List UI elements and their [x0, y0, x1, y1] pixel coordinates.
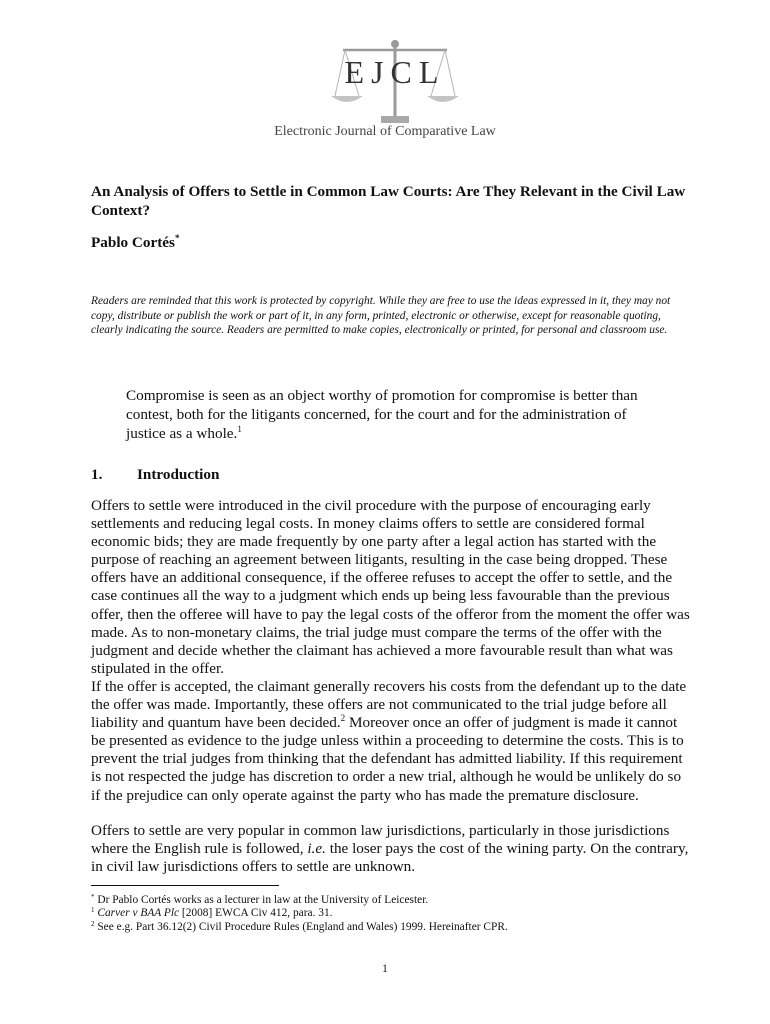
paragraph-2-text-a: If the offer is accepted, the claimant generally recovers his costs from the defendant up to the date the offer was made. Importantly, these offers are not communicated to the trial judge before all liability and quantum have been decided.: [91, 678, 687, 732]
author-footnote-mark[interactable]: *: [174, 233, 180, 243]
footnote-text: See e.g. Part 36.12(2) Civil Procedure Rules (England and Wales) 1999. Hereinafter CPR.: [94, 920, 508, 933]
copyright-notice: Readers are reminded that this work is protected by copyright. While they are free to use the ideas expressed in it, they may not copy, distribute or publish the work or part of it, in any form, printed, electronic or otherwise, except for reasonable quoting, clearly indicating the source. Readers are permitted to make copies, electronically or printed, for personal and classroom use.: [91, 295, 671, 336]
epigraph-text: Compromise is seen as an object worthy of promotion for compromise is better than contest, both for the litigants concerned, for the court and for the administration of justice as a whole.: [126, 387, 638, 442]
section-title: Introduction: [137, 466, 220, 483]
footnote-divider: [91, 885, 279, 886]
footnote-mark: *: [91, 893, 95, 901]
paragraph-3-ie: i.e.: [307, 840, 326, 858]
footnote-text: Dr Pablo Cortés works as a lecturer in law at the University of Leicester.: [94, 894, 429, 906]
section-number: 1.: [91, 466, 103, 483]
footnote-mark: 2: [91, 919, 95, 928]
footnote-ref-2[interactable]: 2: [340, 713, 346, 724]
paragraph-2-text-b: Moreover once an offer of judgment is made it cannot be presented as evidence to the judge unless within a proceeding to determine the costs. This is to prevent the trial judges from thinking that the defendant has admitted liability. If this requirement is not respected the judge has discretion to order a new trial, although he would be unlikely do so if the prejudice can only operate against the party who has made the premature disclosure.: [91, 714, 684, 804]
author-name: Pablo Cortés: [91, 234, 175, 252]
article-title: An Analysis of Offers to Settle in Common Law Courts: Are They Relevant in the Civil Law Context?: [91, 183, 686, 219]
footnote-item: [91, 921, 691, 934]
journal-logo: [315, 38, 475, 128]
page-number: 1: [382, 963, 388, 975]
body-paragraph-2: [91, 678, 691, 805]
footnote-case-name: Carver v BAA Plc: [97, 907, 180, 920]
paragraph-3-text-b: the loser pays the cost of the wining party. On the contrary, in civil law jurisdictions offers to settle are unknown.: [91, 840, 689, 876]
author-line: [91, 233, 179, 252]
paragraph-3-text-a: Offers to settle are very popular in common law jurisdictions, particularly in those jurisdictions where the English rule is followed,: [91, 822, 670, 858]
body-paragraph-1: Offers to settle were introduced in the civil procedure with the purpose of encouraging early settlements and reducing legal costs. In money claims offers to settle are considered formal economic bids; they are made frequently by one party after a legal action has started with the purpose of reaching an agreement between litigants, resulting in the case being dropped. These offers have an additional consequence, if the offeree refuses to accept the offer to settle, and the case continues all the way to a judgment which ends up being less favourable than the previous offer, then the offeree will have to pay the legal costs of the offeror from the moment the offer was made. As to non-monetary claims, the trial judge must compare the terms of the offer with the judgment and decide whether the claimant has achieved a more favourable result than what was stipulated in the offer.: [91, 497, 690, 677]
section-heading: [91, 466, 219, 484]
footnote-mark: 1: [91, 906, 95, 915]
journal-name: Electronic Journal of Comparative Law: [274, 124, 496, 139]
epigraph-quote: [126, 386, 666, 443]
logo-text: EJCL: [344, 54, 446, 90]
footnotes: [91, 894, 691, 934]
footnote-item: [91, 894, 691, 907]
footnote-text: [2008] EWCA Civ 412, para. 31.: [179, 907, 333, 920]
footnote-item: [91, 907, 691, 920]
body-paragraph-3: [91, 822, 691, 876]
footnote-ref-1[interactable]: 1: [237, 424, 242, 434]
